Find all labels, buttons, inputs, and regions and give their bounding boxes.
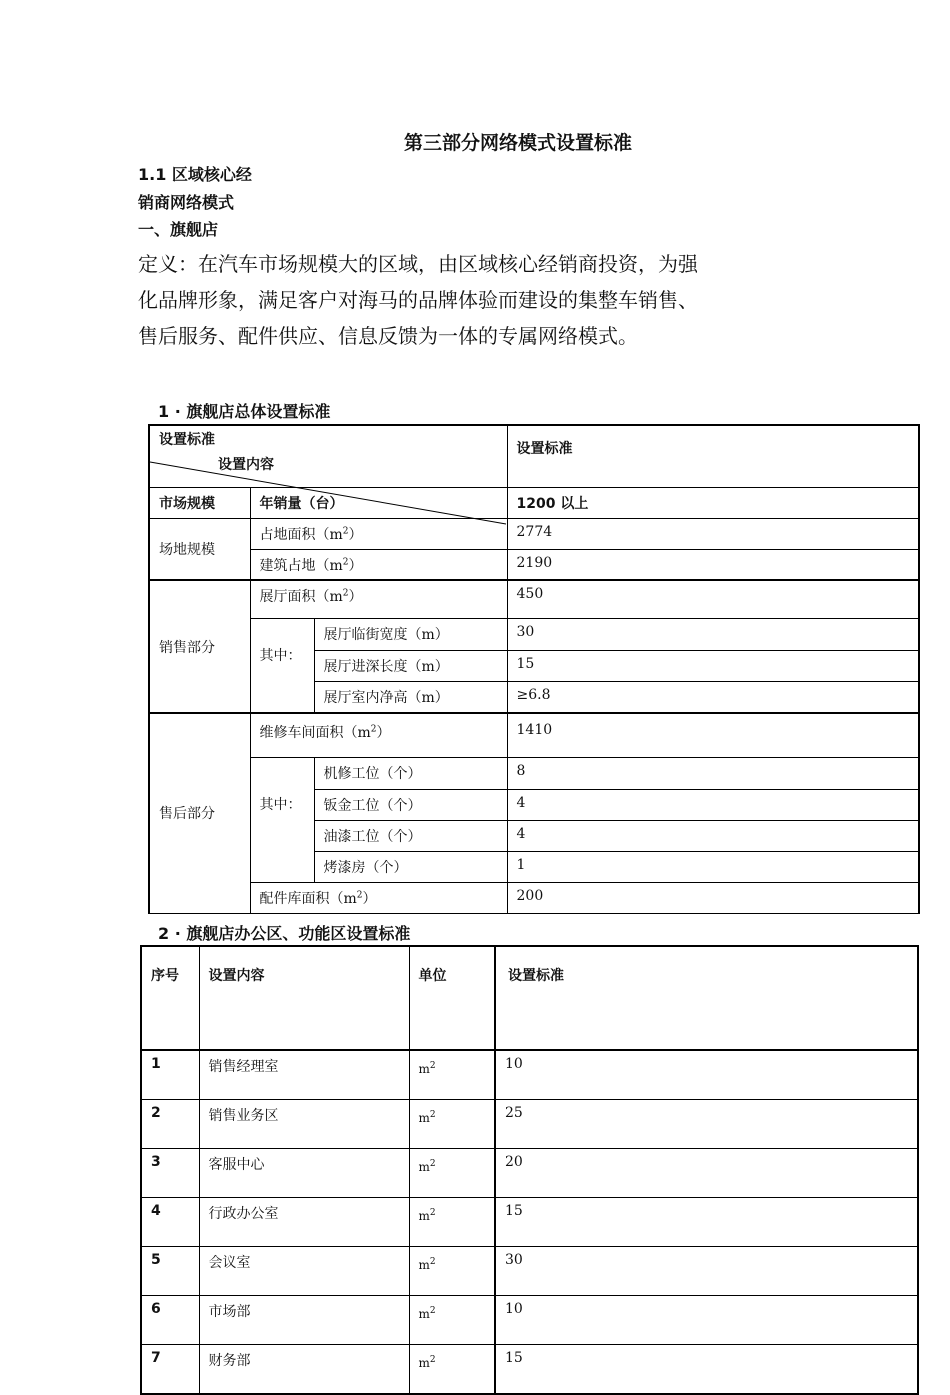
site-value: 2190 — [507, 549, 919, 580]
sales-sub-item: 展厅进深长度（m） — [314, 650, 507, 681]
after-sub-item: 油漆工位（个） — [314, 820, 507, 851]
column-header: 设置标准 — [507, 425, 919, 487]
row-no: 4 — [141, 1198, 199, 1247]
definition-paragraph: 定义：在汽车市场规模大的区域，由区域核心经销商投资，为强化品牌形象，满足客户对海马的品牌体验而建设的集整车销售、售后服务、配件供应、信息反馈为一体的专属网络模式。 — [138, 252, 698, 348]
subsection-heading: 一、旗舰店 — [138, 220, 219, 239]
header-content: 设置内容 — [199, 946, 409, 1050]
row-name: 行政办公室 — [199, 1198, 409, 1247]
row-value: 30 — [495, 1247, 918, 1296]
market-group-label: 市场规模 — [149, 487, 250, 518]
header-no: 序号 — [141, 946, 199, 1050]
sales-group-label: 销售部分 — [149, 580, 250, 713]
row-no: 7 — [141, 1345, 199, 1395]
after-sub-item: 烤漆房（个） — [314, 851, 507, 882]
after-sub-value: 8 — [507, 757, 919, 789]
sales-sub-value: 15 — [507, 650, 919, 681]
header-unit: 单位 — [409, 946, 495, 1050]
site-item: 建筑占地$(m^2)$ — [250, 549, 507, 580]
sales-sub-value: 30 — [507, 618, 919, 650]
row-name: 客服中心 — [199, 1149, 409, 1198]
market-value: 1200 以上 — [507, 487, 919, 518]
row-value: 15 — [495, 1198, 918, 1247]
after-area-value: 1410 — [507, 713, 919, 757]
diagonal-header-line — [148, 424, 518, 534]
page-title: 第三部分网络模式设置标准 — [403, 132, 632, 154]
section-heading-cont: 销商网络模式 — [138, 193, 235, 212]
header-standard: 设置标准 — [495, 946, 918, 1050]
site-group-label: 场地规模 — [149, 518, 250, 580]
row-unit: $m^2$ — [409, 1345, 495, 1395]
row-name: 销售业务区 — [199, 1100, 409, 1149]
sales-sub-value: ≥6.8 — [507, 681, 919, 713]
after-group-label: 售后部分 — [149, 713, 250, 913]
after-area-item: 维修车间面积$(m^2)$ — [250, 713, 507, 757]
after-sub-label: 其中： — [250, 757, 314, 882]
corner-bottom-label: 设置内容 — [218, 457, 274, 473]
row-no: 5 — [141, 1247, 199, 1296]
after-sub-item: 钣金工位（个） — [314, 789, 507, 820]
after-sub-value: 1 — [507, 851, 919, 882]
row-value: 10 — [495, 1296, 918, 1345]
corner-top-label: 设置标准 — [159, 432, 215, 448]
office-area-table — [140, 945, 919, 1395]
sales-sub-label: 其中： — [250, 618, 314, 713]
sales-area-item: 展厅面积$(m^2)$ — [250, 580, 507, 618]
parts-area-item: 配件库面积$(m^2)$ — [250, 882, 507, 913]
row-unit: $m^2$ — [409, 1296, 495, 1345]
row-no: 2 — [141, 1100, 199, 1149]
after-sub-item: 机修工位（个） — [314, 757, 507, 789]
parts-area-value: 200 — [507, 882, 919, 913]
site-item: 占地面积$(m^2)$ — [250, 518, 507, 549]
table1-caption: 1 · 旗舰店总体设置标准 — [158, 402, 331, 421]
row-value: 15 — [495, 1345, 918, 1395]
row-no: 1 — [141, 1050, 199, 1100]
sales-area-value: 450 — [507, 580, 919, 618]
row-name: 销售经理室 — [199, 1050, 409, 1100]
market-item-label: 年销量（台） — [250, 487, 507, 518]
row-unit: $m^2$ — [409, 1100, 495, 1149]
after-sub-value: 4 — [507, 820, 919, 851]
diagonal-line — [150, 462, 506, 524]
row-no: 3 — [141, 1149, 199, 1198]
sales-sub-item: 展厅临街宽度（m） — [314, 618, 507, 650]
site-value: 2774 — [507, 518, 919, 549]
row-name: 财务部 — [199, 1345, 409, 1395]
table2-caption: 2 · 旗舰店办公区、功能区设置标准 — [158, 924, 411, 943]
section-heading: 1.1 区域核心经 — [138, 165, 252, 184]
row-no: 6 — [141, 1296, 199, 1345]
row-unit: $m^2$ — [409, 1050, 495, 1100]
sales-sub-item: 展厅室内净高（m） — [314, 681, 507, 713]
after-sub-value: 4 — [507, 789, 919, 820]
row-value: 20 — [495, 1149, 918, 1198]
row-value: 10 — [495, 1050, 918, 1100]
row-unit: $m^2$ — [409, 1149, 495, 1198]
row-unit: $m^2$ — [409, 1247, 495, 1296]
row-name: 会议室 — [199, 1247, 409, 1296]
row-value: 25 — [495, 1100, 918, 1149]
row-unit: $m^2$ — [409, 1198, 495, 1247]
row-name: 市场部 — [199, 1296, 409, 1345]
